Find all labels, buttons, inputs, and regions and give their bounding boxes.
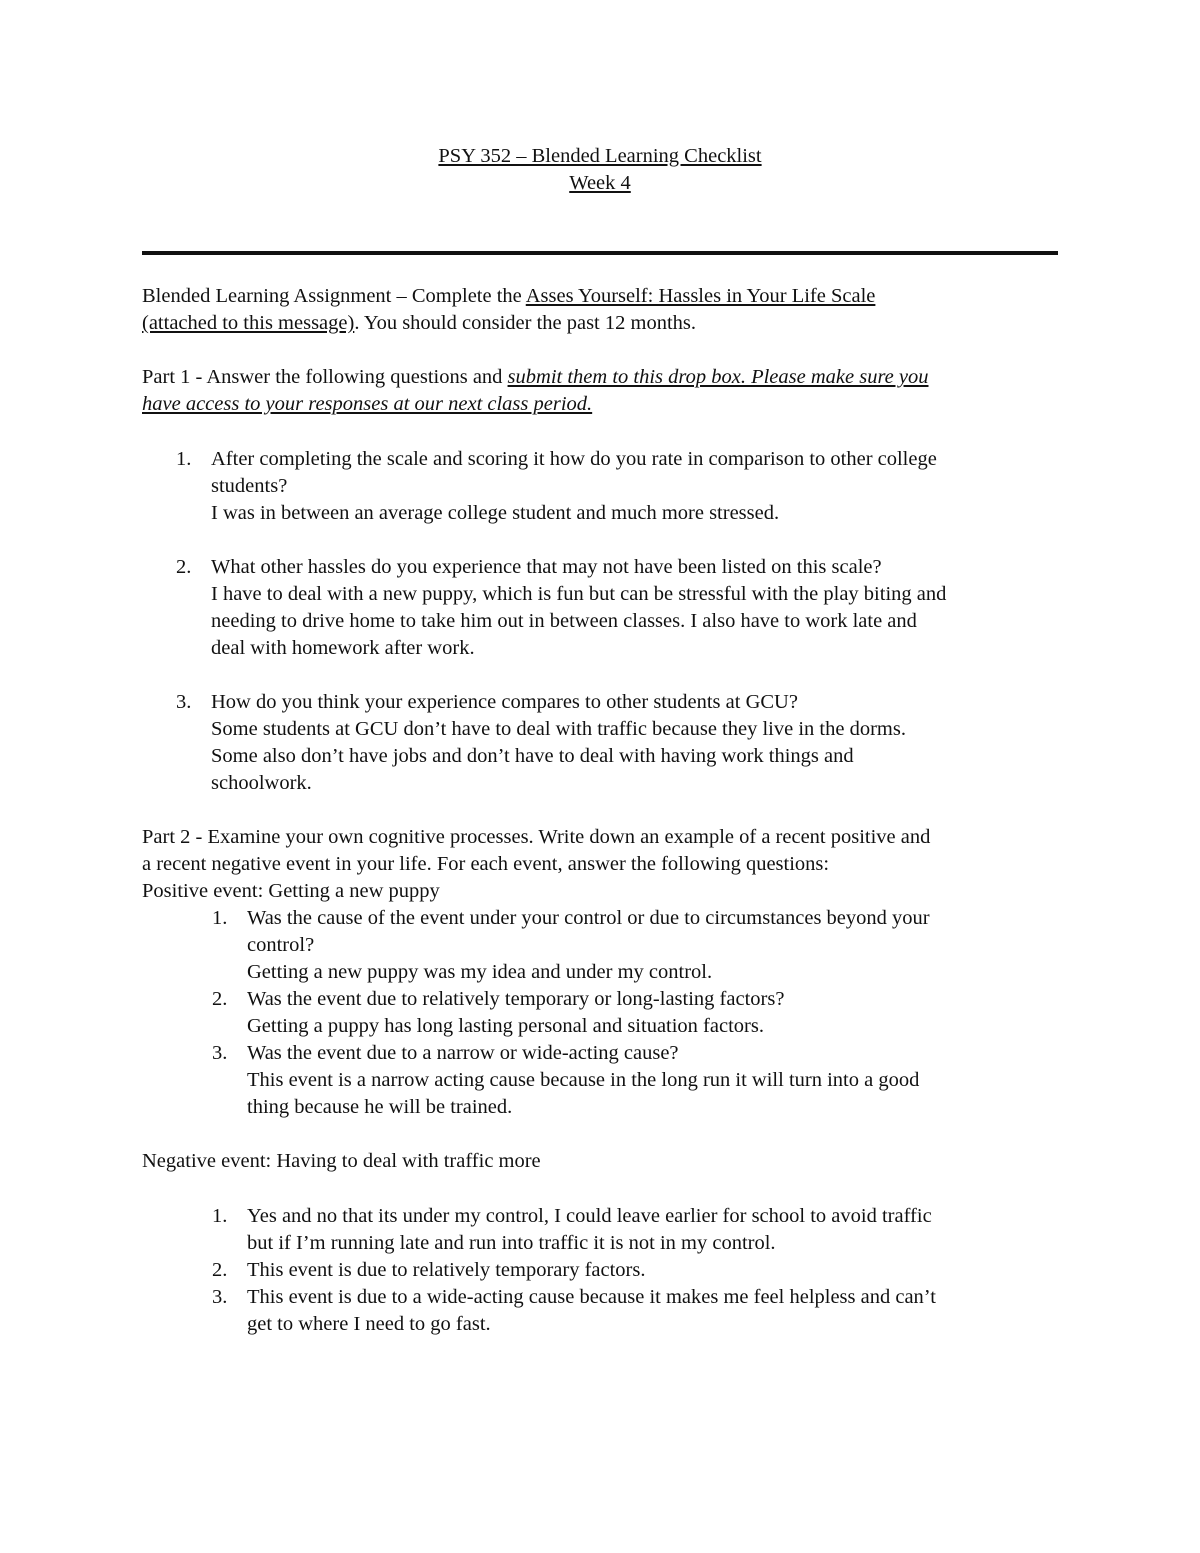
list-number: 3. <box>176 691 192 713</box>
positive-item-1 <box>212 905 1077 986</box>
question-text: How do you think your experience compares to other students at GCU? <box>211 691 798 713</box>
answer-text: Getting a puppy has long lasting personal and situation factors. <box>247 1015 764 1037</box>
part2-intro-line: a recent negative event in your life. For each event, answer the following questions: <box>142 853 830 875</box>
item-text: control? <box>247 934 315 956</box>
list-number: 1. <box>212 907 228 929</box>
negative-item-3 <box>212 1284 1077 1338</box>
answer-text: schoolwork. <box>211 772 312 794</box>
item-text: Was the event due to a narrow or wide-acting cause? <box>247 1042 679 1064</box>
positive-item-3 <box>212 1040 1077 1121</box>
negative-event-text: Negative event: Having to deal with traffic more <box>142 1150 541 1172</box>
scale-link-attachment: (attached to this message) <box>142 312 355 334</box>
answer-text: Getting a new puppy was my idea and under my control. <box>247 961 713 983</box>
list-number: 1. <box>212 1205 228 1227</box>
item-text: Was the cause of the event under your control or due to circumstances beyond your <box>247 907 930 929</box>
answer-text: but if I’m running late and run into traffic it is not in my control. <box>247 1232 776 1254</box>
answer-text: deal with homework after work. <box>211 637 475 659</box>
answer-text: This event is due to relatively temporary factors. <box>247 1259 646 1281</box>
answer-text: This event is a narrow acting cause because in the long run it will turn into a good <box>247 1069 920 1091</box>
part1-instruction-emphasis-cont: have access to your responses at our next class period. <box>142 393 593 415</box>
assignment-lead: Blended Learning Assignment – Complete the <box>142 285 526 307</box>
list-number: 2. <box>212 1259 228 1281</box>
positive-event-label: Positive event: Getting a new puppy <box>142 880 440 902</box>
list-number: 2. <box>212 988 228 1010</box>
negative-item-1 <box>212 1203 1077 1257</box>
answer-text: thing because he will be trained. <box>247 1096 513 1118</box>
list-number: 1. <box>176 448 192 470</box>
positive-item-2 <box>212 986 1077 1040</box>
answer-text: I was in between an average college student and much more stressed. <box>211 502 780 524</box>
negative-item-2 <box>212 1257 1077 1284</box>
part1-intro <box>142 364 1062 418</box>
assignment-paragraph <box>142 283 1062 337</box>
negative-event-label <box>142 1148 1062 1175</box>
list-number: 3. <box>212 1286 228 1308</box>
answer-text: Some students at GCU don’t have to deal with traffic because they live in the dorms. <box>211 718 906 740</box>
horizontal-rule <box>142 251 1058 255</box>
part1-lead: Part 1 - Answer the following questions and <box>142 366 508 388</box>
answer-text: get to where I need to go fast. <box>247 1313 491 1335</box>
item-text: Was the event due to relatively temporary or long-lasting factors? <box>247 988 785 1010</box>
answer-text: Yes and no that its under my control, I could leave earlier for school to avoid traffic <box>247 1205 932 1227</box>
title-block <box>0 143 1200 197</box>
answer-text: Some also don’t have jobs and don’t have to deal with having work things and <box>211 745 854 767</box>
part1-question-3 <box>176 689 1071 797</box>
question-text: After completing the scale and scoring it how do you rate in comparison to other college <box>211 448 937 470</box>
part2-intro <box>142 824 1062 905</box>
assignment-rest: . You should consider the past 12 months. <box>354 312 697 334</box>
list-number: 2. <box>176 556 192 578</box>
question-text: What other hassles do you experience that may not have been listed on this scale? <box>211 556 882 578</box>
answer-text: I have to deal with a new puppy, which is fun but can be stressful with the play biting and <box>211 583 947 605</box>
scale-link: Asses Yourself: Hassles in Your Life Scale <box>525 285 876 307</box>
part2-intro-line: Part 2 - Examine your own cognitive processes. Write down an example of a recent positive and <box>142 826 931 848</box>
part1-question-2 <box>176 554 1071 662</box>
week-label: Week 4 <box>569 172 631 194</box>
answer-text: needing to drive home to take him out in between classes. I also have to work late and <box>211 610 917 632</box>
answer-text: This event is due to a wide-acting cause because it makes me feel helpless and can’t <box>247 1286 936 1308</box>
question-text: students? <box>211 475 288 497</box>
list-number: 3. <box>212 1042 228 1064</box>
part1-instruction-emphasis: submit them to this drop box. Please make sure you <box>507 366 929 388</box>
page-title: PSY 352 – Blended Learning Checklist <box>438 145 762 167</box>
part1-question-1 <box>176 446 1071 527</box>
